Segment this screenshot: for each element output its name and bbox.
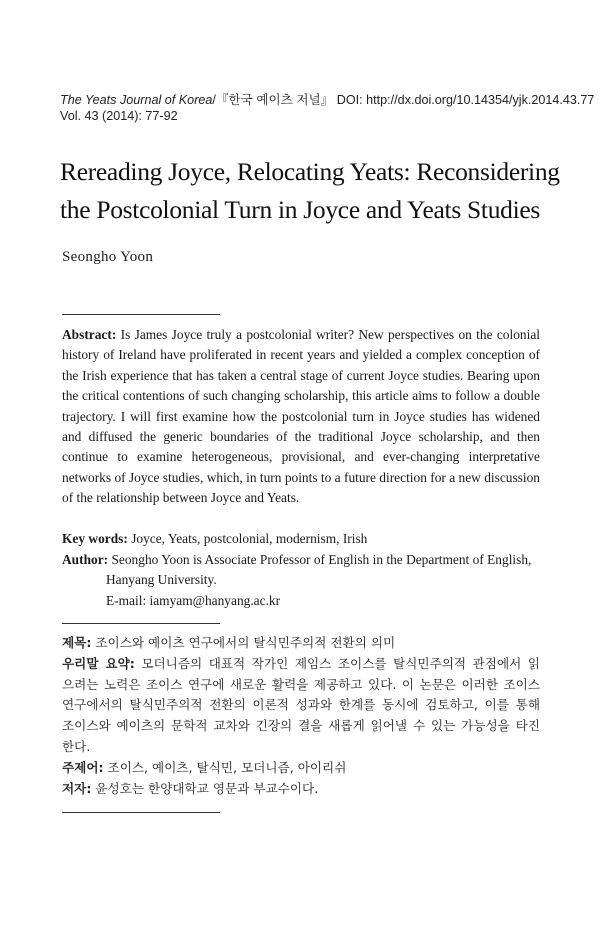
divider-middle [62,623,220,624]
running-header [60,92,595,124]
abstract-text: Is James Joyce truly a postcolonial writer? New perspectives on the colonial history of Ireland have proliferated in recent years and yielded a complex conception of the Irish experience that has taken a central stage of current Joyce studies. Bearing upon the critical contentions of such changing scholarship, this article aims to follow a double trajectory. I will first examine how the postcolonial turn in Joyce studies has widened and diffused the generic boundaries of the traditional Joyce scholarship, and then continue to examine heterogeneous, provisional, and ever-changing interpretative networks of Joyce studies, which, in turn points to a future direction for a new discussion of the relationship between Joyce and Yeats. [62,327,540,506]
abstract-section [62,325,540,509]
title-line-1: Rereading Joyce, Relocating Yeats: Reconsidering [60,157,560,186]
korean-summary-line-1: 모더니즘의 대표적 작가인 제임스 조이스를 탈식민주의적 관점에서 읽 [134,655,540,671]
korean-author-text: 윤성호는 한양대학교 영문과 부교수이다. [91,780,319,796]
divider-bottom [62,812,220,813]
author-info-section [62,550,540,611]
divider-top [62,314,220,315]
korean-keywords-text: 조이스, 예이츠, 탈식민, 모더니즘, 아이리쉬 [103,759,347,775]
doi-link[interactable]: DOI: http://dx.doi.org/10.14354/yjk.2014.43.77 [336,93,595,107]
author-info-line-2: Hanyang University. [106,572,217,588]
author-name: Seongho Yoon [62,249,154,265]
journal-name: The Yeats Journal of Korea [60,93,213,107]
journal-citation-line [60,92,595,108]
korean-summary-line-2: 으려는 노력은 조이스 연구에 새로운 활력을 제공하고 있다. 이 논문은 이러한 조이스 [62,676,540,692]
keywords-section [62,529,540,549]
korean-keywords-label: 주제어: [62,759,104,775]
keywords-text: Joyce, Yeats, postcolonial, modernism, Irish [127,531,368,546]
korean-summary-line-4: 조이스와 예이츠의 문학적 교차와 긴장의 결을 새롭게 읽어낼 수 있는 가능성을 타진 [62,718,540,734]
author-email[interactable]: E-mail: iamyam@hanyang.ac.kr [106,592,281,608]
title-line-2: the Postcolonial Turn in Joyce and Yeats Studies [60,195,541,224]
korean-summary-label: 우리말 요약: [62,655,135,671]
korean-author-label: 저자: [62,780,92,796]
volume-info: Vol. 43 (2014): 77-92 [60,109,178,123]
article-title [60,153,580,229]
abstract-label: Abstract: [62,327,117,342]
author-info-line-1: Seongho Yoon is Associate Professor of English in the Department of English, [108,552,532,567]
keywords-label: Key words: [62,531,128,546]
author-info-label: Author: [62,552,109,567]
korean-summary-line-3: 연구에서의 탈식민주의적 전환의 이론적 성과와 한계를 동시에 검토하고, 이를 통해 [62,697,540,713]
korean-title-text: 조이스와 예이츠 연구에서의 탈식민주의적 전환의 의미 [91,635,396,650]
korean-summary-line-5: 한다. [62,738,91,754]
korean-title-label: 제목: [62,635,92,650]
korean-summary-section [62,633,540,799]
korean-journal-name: /『한국 예이츠 저널』 [212,93,334,107]
